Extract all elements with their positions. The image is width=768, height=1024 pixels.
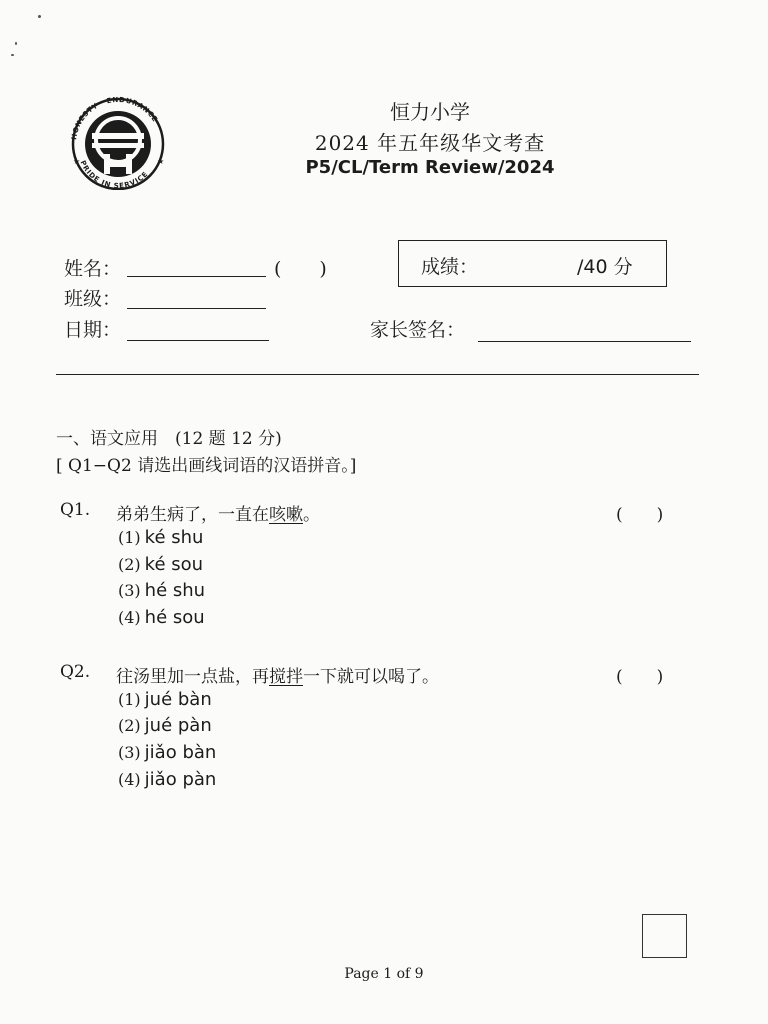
date-input-line[interactable] xyxy=(127,340,269,341)
option-item[interactable]: (4) hé sou xyxy=(118,607,205,628)
option-item[interactable]: (2) jué pàn xyxy=(118,715,212,736)
option-item[interactable]: (1) ké shu xyxy=(118,527,204,548)
index-number-parens[interactable]: ( ) xyxy=(274,258,327,280)
section-instruction: [ Q1−Q2 请选出画线词语的汉语拼音。] xyxy=(56,456,357,476)
svg-text:PRIDE IN SERVICE: PRIDE IN SERVICE xyxy=(78,159,150,190)
option-item[interactable]: (3) hé shu xyxy=(118,580,206,601)
question-number: Q1. xyxy=(60,500,91,520)
underlined-word: 搅拌 xyxy=(269,667,303,687)
header-divider xyxy=(56,374,699,375)
school-name: 恒力小学 xyxy=(390,100,470,124)
parent-signature-line[interactable] xyxy=(478,341,691,342)
score-total: /40 分 xyxy=(577,256,633,278)
school-crest-icon xyxy=(54,96,182,190)
scan-speck xyxy=(15,42,17,45)
question-number: Q2. xyxy=(60,662,91,682)
question-stem: 往汤里加一点盐，再搅拌一下就可以喝了。 xyxy=(116,667,439,687)
score-unit: 分 xyxy=(613,256,633,278)
answer-parens[interactable]: ( ) xyxy=(616,667,664,687)
svg-text:HONESTY · ENDURANCE: HONESTY · ENDURANCE xyxy=(70,96,160,141)
exam-title: 2024 年五年级华文考查 xyxy=(314,131,546,155)
option-item[interactable]: (2) ké sou xyxy=(118,554,204,575)
option-item[interactable]: (1) jué bàn xyxy=(118,689,212,710)
option-item[interactable]: (4) jiǎo pàn xyxy=(118,769,217,790)
page-number: Page 1 of 9 xyxy=(344,966,424,982)
answer-parens[interactable]: ( ) xyxy=(616,505,664,525)
name-input-line[interactable] xyxy=(127,276,266,277)
date-label: 日期： xyxy=(64,319,122,341)
question-stem: 弟弟生病了，一直在咳嗽。 xyxy=(116,505,320,525)
marks-box[interactable] xyxy=(642,914,687,958)
option-item[interactable]: (3) jiǎo bàn xyxy=(118,742,217,763)
score-label: 成绩： xyxy=(421,256,479,278)
parent-signature-label: 家长签名： xyxy=(370,319,466,341)
underlined-word: 咳嗽 xyxy=(269,505,303,525)
exam-code: P5/CL/Term Review/2024 xyxy=(305,157,555,178)
scan-speck xyxy=(38,15,41,18)
svg-text:★: ★ xyxy=(157,157,165,166)
class-input-line[interactable] xyxy=(127,308,266,309)
class-label: 班级： xyxy=(64,288,122,310)
scan-speck xyxy=(11,54,14,56)
score-box xyxy=(398,240,667,287)
section-title: 一、语文应用 (12 题 12 分) xyxy=(56,429,282,449)
svg-text:★: ★ xyxy=(73,157,81,166)
name-label: 姓名： xyxy=(64,258,122,280)
